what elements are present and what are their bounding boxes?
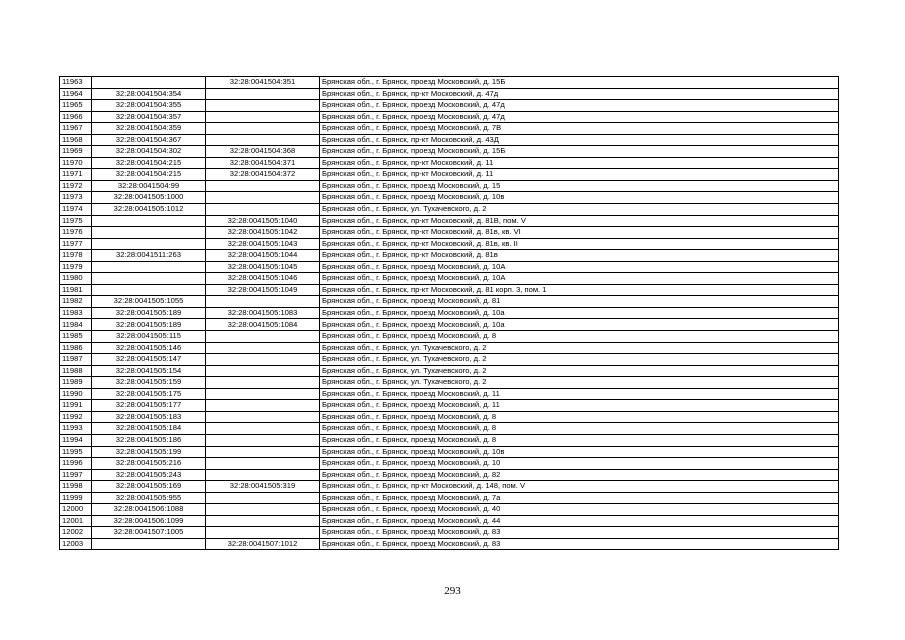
land-cadastral-number-cell: 32:28:0041504:354: [92, 88, 206, 100]
address-cell: Брянская обл., г. Брянск, проезд Московский, д. 7а: [320, 492, 839, 504]
land-cadastral-number-cell: [92, 215, 206, 227]
land-cadastral-number-cell: [92, 284, 206, 296]
table-row: [60, 261, 839, 273]
row-number-cell: 11993: [60, 423, 92, 435]
land-cadastral-number-cell: 32:28:0041511:263: [92, 250, 206, 262]
land-cadastral-number-cell: [92, 227, 206, 239]
table-row: [60, 284, 839, 296]
row-number-cell: 11985: [60, 331, 92, 343]
building-cadastral-number-cell: [206, 365, 320, 377]
table-row: [60, 169, 839, 181]
table-row: [60, 215, 839, 227]
row-number-cell: 11986: [60, 342, 92, 354]
building-cadastral-number-cell: 32:28:0041505:1084: [206, 319, 320, 331]
address-cell: Брянская обл., г. Брянск, проезд Московский, д. 10а: [320, 307, 839, 319]
building-cadastral-number-cell: [206, 504, 320, 516]
registry-table-body: [60, 77, 839, 550]
building-cadastral-number-cell: [206, 88, 320, 100]
table-row: [60, 134, 839, 146]
land-cadastral-number-cell: 32:28:0041505:169: [92, 481, 206, 493]
row-number-cell: 12001: [60, 515, 92, 527]
registry-table: [59, 76, 839, 550]
table-row: [60, 88, 839, 100]
building-cadastral-number-cell: [206, 400, 320, 412]
land-cadastral-number-cell: 32:28:0041504:99: [92, 180, 206, 192]
building-cadastral-number-cell: [206, 123, 320, 135]
land-cadastral-number-cell: [92, 77, 206, 89]
row-number-cell: 11970: [60, 157, 92, 169]
building-cadastral-number-cell: [206, 527, 320, 539]
address-cell: Брянская обл., г. Брянск, проезд Московский, д. 10А: [320, 261, 839, 273]
address-cell: Брянская обл., г. Брянск, пр-кт Московский, д. 47д: [320, 88, 839, 100]
address-cell: Брянская обл., г. Брянск, проезд Московский, д. 44: [320, 515, 839, 527]
row-number-cell: 11978: [60, 250, 92, 262]
address-cell: Брянская обл., г. Брянск, проезд Московский, д. 8: [320, 423, 839, 435]
table-row: [60, 331, 839, 343]
land-cadastral-number-cell: [92, 238, 206, 250]
row-number-cell: 11963: [60, 77, 92, 89]
address-cell: Брянская обл., г. Брянск, проезд Московский, д. 11: [320, 400, 839, 412]
table-row: [60, 146, 839, 158]
table-row: [60, 504, 839, 516]
land-cadastral-number-cell: 32:28:0041504:359: [92, 123, 206, 135]
land-cadastral-number-cell: 32:28:0041505:115: [92, 331, 206, 343]
table-row: [60, 492, 839, 504]
row-number-cell: 11976: [60, 227, 92, 239]
address-cell: Брянская обл., г. Брянск, проезд Московский, д. 47д: [320, 100, 839, 112]
building-cadastral-number-cell: [206, 469, 320, 481]
table-row: [60, 458, 839, 470]
table-row: [60, 423, 839, 435]
land-cadastral-number-cell: 32:28:0041505:1000: [92, 192, 206, 204]
page-number: 293: [444, 585, 461, 597]
address-cell: Брянская обл., г. Брянск, проезд Московский, д. 81: [320, 296, 839, 308]
table-row: [60, 204, 839, 216]
row-number-cell: 11984: [60, 319, 92, 331]
address-cell: Брянская обл., г. Брянск, пр-кт Московский, д. 43Д: [320, 134, 839, 146]
row-number-cell: 11967: [60, 123, 92, 135]
land-cadastral-number-cell: 32:28:0041505:146: [92, 342, 206, 354]
land-cadastral-number-cell: 32:28:0041504:302: [92, 146, 206, 158]
address-cell: Брянская обл., г. Брянск, проезд Московский, д. 15Б: [320, 77, 839, 89]
building-cadastral-number-cell: [206, 331, 320, 343]
row-number-cell: 11966: [60, 111, 92, 123]
land-cadastral-number-cell: 32:28:0041504:215: [92, 157, 206, 169]
table-row: [60, 469, 839, 481]
table-row: [60, 365, 839, 377]
address-cell: Брянская обл., г. Брянск, проезд Московский, д. 82: [320, 469, 839, 481]
table-row: [60, 273, 839, 285]
land-cadastral-number-cell: 32:28:0041505:243: [92, 469, 206, 481]
row-number-cell: 11999: [60, 492, 92, 504]
table-row: [60, 400, 839, 412]
land-cadastral-number-cell: 32:28:0041504:357: [92, 111, 206, 123]
address-cell: Брянская обл., г. Брянск, проезд Московский, д. 11: [320, 388, 839, 400]
land-cadastral-number-cell: 32:28:0041506:1099: [92, 515, 206, 527]
address-cell: Брянская обл., г. Брянск, пр-кт Московский, д. 148, пом. V: [320, 481, 839, 493]
address-cell: Брянская обл., г. Брянск, пр-кт Московский, д. 81В, пом. V: [320, 215, 839, 227]
address-cell: Брянская обл., г. Брянск, ул. Тухачевского, д. 2: [320, 354, 839, 366]
building-cadastral-number-cell: [206, 354, 320, 366]
address-cell: Брянская обл., г. Брянск, ул. Тухачевского, д. 2: [320, 204, 839, 216]
land-cadastral-number-cell: 32:28:0041505:189: [92, 319, 206, 331]
row-number-cell: 11981: [60, 284, 92, 296]
building-cadastral-number-cell: 32:28:0041505:1049: [206, 284, 320, 296]
building-cadastral-number-cell: [206, 411, 320, 423]
building-cadastral-number-cell: [206, 434, 320, 446]
building-cadastral-number-cell: [206, 180, 320, 192]
address-cell: Брянская обл., г. Брянск, проезд Московский, д. 10: [320, 458, 839, 470]
address-cell: Брянская обл., г. Брянск, ул. Тухачевского, д. 2: [320, 342, 839, 354]
row-number-cell: 11972: [60, 180, 92, 192]
building-cadastral-number-cell: [206, 204, 320, 216]
row-number-cell: 11998: [60, 481, 92, 493]
row-number-cell: 11989: [60, 377, 92, 389]
row-number-cell: 11995: [60, 446, 92, 458]
address-cell: Брянская обл., г. Брянск, проезд Московский, д. 47д: [320, 111, 839, 123]
building-cadastral-number-cell: [206, 342, 320, 354]
land-cadastral-number-cell: 32:28:0041505:183: [92, 411, 206, 423]
address-cell: Брянская обл., г. Брянск, проезд Московский, д. 8: [320, 411, 839, 423]
address-cell: Брянская обл., г. Брянск, пр-кт Московский, д. 81в, кв. II: [320, 238, 839, 250]
building-cadastral-number-cell: 32:28:0041505:1044: [206, 250, 320, 262]
land-cadastral-number-cell: 32:28:0041505:1012: [92, 204, 206, 216]
building-cadastral-number-cell: [206, 377, 320, 389]
land-cadastral-number-cell: 32:28:0041505:189: [92, 307, 206, 319]
address-cell: Брянская обл., г. Брянск, проезд Московский, д. 10в: [320, 446, 839, 458]
building-cadastral-number-cell: [206, 515, 320, 527]
land-cadastral-number-cell: 32:28:0041504:355: [92, 100, 206, 112]
row-number-cell: 11979: [60, 261, 92, 273]
row-number-cell: 11983: [60, 307, 92, 319]
land-cadastral-number-cell: 32:28:0041505:955: [92, 492, 206, 504]
table-row: [60, 319, 839, 331]
building-cadastral-number-cell: [206, 458, 320, 470]
table-row: [60, 388, 839, 400]
table-row: [60, 411, 839, 423]
land-cadastral-number-cell: 32:28:0041505:175: [92, 388, 206, 400]
address-cell: Брянская обл., г. Брянск, ул. Тухачевского, д. 2: [320, 377, 839, 389]
land-cadastral-number-cell: 32:28:0041504:367: [92, 134, 206, 146]
building-cadastral-number-cell: 32:28:0041505:319: [206, 481, 320, 493]
building-cadastral-number-cell: 32:28:0041505:1083: [206, 307, 320, 319]
building-cadastral-number-cell: 32:28:0041505:1042: [206, 227, 320, 239]
row-number-cell: 11971: [60, 169, 92, 181]
address-cell: Брянская обл., г. Брянск, проезд Московский, д. 83: [320, 538, 839, 550]
table-row: [60, 238, 839, 250]
building-cadastral-number-cell: 32:28:0041504:371: [206, 157, 320, 169]
table-row: [60, 111, 839, 123]
land-cadastral-number-cell: 32:28:0041505:159: [92, 377, 206, 389]
land-cadastral-number-cell: 32:28:0041505:184: [92, 423, 206, 435]
building-cadastral-number-cell: 32:28:0041505:1040: [206, 215, 320, 227]
building-cadastral-number-cell: [206, 296, 320, 308]
land-cadastral-number-cell: 32:28:0041504:215: [92, 169, 206, 181]
land-cadastral-number-cell: 32:28:0041505:154: [92, 365, 206, 377]
table-row: [60, 157, 839, 169]
building-cadastral-number-cell: [206, 134, 320, 146]
building-cadastral-number-cell: [206, 446, 320, 458]
table-row: [60, 342, 839, 354]
table-row: [60, 77, 839, 89]
building-cadastral-number-cell: [206, 423, 320, 435]
table-row: [60, 377, 839, 389]
row-number-cell: 11977: [60, 238, 92, 250]
table-row: [60, 192, 839, 204]
table-row: [60, 100, 839, 112]
row-number-cell: 11988: [60, 365, 92, 377]
address-cell: Брянская обл., г. Брянск, ул. Тухачевского, д. 2: [320, 365, 839, 377]
table-row: [60, 227, 839, 239]
address-cell: Брянская обл., г. Брянск, проезд Московский, д. 8: [320, 434, 839, 446]
row-number-cell: 11997: [60, 469, 92, 481]
building-cadastral-number-cell: 32:28:0041504:372: [206, 169, 320, 181]
row-number-cell: 11990: [60, 388, 92, 400]
address-cell: Брянская обл., г. Брянск, пр-кт Московский, д. 81в, кв. VI: [320, 227, 839, 239]
address-cell: Брянская обл., г. Брянск, проезд Московский, д. 10в: [320, 192, 839, 204]
address-cell: Брянская обл., г. Брянск, проезд Московский, д. 83: [320, 527, 839, 539]
table-row: [60, 515, 839, 527]
table-row: [60, 180, 839, 192]
building-cadastral-number-cell: 32:28:0041505:1043: [206, 238, 320, 250]
building-cadastral-number-cell: 32:28:0041504:368: [206, 146, 320, 158]
land-cadastral-number-cell: 32:28:0041505:186: [92, 434, 206, 446]
row-number-cell: 11982: [60, 296, 92, 308]
land-cadastral-number-cell: 32:28:0041505:147: [92, 354, 206, 366]
address-cell: Брянская обл., г. Брянск, пр-кт Московский, д. 81в: [320, 250, 839, 262]
address-cell: Брянская обл., г. Брянск, проезд Московский, д. 15: [320, 180, 839, 192]
row-number-cell: 11991: [60, 400, 92, 412]
land-cadastral-number-cell: 32:28:0041505:1055: [92, 296, 206, 308]
building-cadastral-number-cell: [206, 100, 320, 112]
table-row: [60, 538, 839, 550]
building-cadastral-number-cell: 32:28:0041505:1046: [206, 273, 320, 285]
land-cadastral-number-cell: 32:28:0041507:1005: [92, 527, 206, 539]
table-row: [60, 296, 839, 308]
address-cell: Брянская обл., г. Брянск, проезд Московский, д. 8: [320, 331, 839, 343]
row-number-cell: 11994: [60, 434, 92, 446]
table-row: [60, 123, 839, 135]
row-number-cell: 12002: [60, 527, 92, 539]
row-number-cell: 11964: [60, 88, 92, 100]
building-cadastral-number-cell: [206, 192, 320, 204]
land-cadastral-number-cell: [92, 273, 206, 285]
row-number-cell: 12003: [60, 538, 92, 550]
address-cell: Брянская обл., г. Брянск, проезд Московский, д. 10А: [320, 273, 839, 285]
building-cadastral-number-cell: 32:28:0041507:1012: [206, 538, 320, 550]
table-row: [60, 527, 839, 539]
building-cadastral-number-cell: 32:28:0041505:1045: [206, 261, 320, 273]
address-cell: Брянская обл., г. Брянск, проезд Московский, д. 15Б: [320, 146, 839, 158]
building-cadastral-number-cell: [206, 111, 320, 123]
land-cadastral-number-cell: 32:28:0041506:1088: [92, 504, 206, 516]
land-cadastral-number-cell: [92, 538, 206, 550]
row-number-cell: 11996: [60, 458, 92, 470]
table-row: [60, 250, 839, 262]
building-cadastral-number-cell: [206, 492, 320, 504]
table-row: [60, 481, 839, 493]
table-row: [60, 434, 839, 446]
table-row: [60, 354, 839, 366]
row-number-cell: 11974: [60, 204, 92, 216]
row-number-cell: 11969: [60, 146, 92, 158]
row-number-cell: 11975: [60, 215, 92, 227]
address-cell: Брянская обл., г. Брянск, пр-кт Московский, д. 11: [320, 169, 839, 181]
row-number-cell: 11965: [60, 100, 92, 112]
building-cadastral-number-cell: 32:28:0041504:351: [206, 77, 320, 89]
land-cadastral-number-cell: [92, 261, 206, 273]
table-row: [60, 446, 839, 458]
land-cadastral-number-cell: 32:28:0041505:216: [92, 458, 206, 470]
building-cadastral-number-cell: [206, 388, 320, 400]
address-cell: Брянская обл., г. Брянск, проезд Московский, д. 7В: [320, 123, 839, 135]
row-number-cell: 11968: [60, 134, 92, 146]
address-cell: Брянская обл., г. Брянск, пр-кт Московский, д. 81 корп. 3, пом. 1: [320, 284, 839, 296]
address-cell: Брянская обл., г. Брянск, проезд Московский, д. 40: [320, 504, 839, 516]
address-cell: Брянская обл., г. Брянск, проезд Московский, д. 10а: [320, 319, 839, 331]
land-cadastral-number-cell: 32:28:0041505:177: [92, 400, 206, 412]
row-number-cell: 11987: [60, 354, 92, 366]
row-number-cell: 11992: [60, 411, 92, 423]
row-number-cell: 11980: [60, 273, 92, 285]
table-row: [60, 307, 839, 319]
row-number-cell: 12000: [60, 504, 92, 516]
row-number-cell: 11973: [60, 192, 92, 204]
land-cadastral-number-cell: 32:28:0041505:199: [92, 446, 206, 458]
address-cell: Брянская обл., г. Брянск, пр-кт Московский, д. 11: [320, 157, 839, 169]
